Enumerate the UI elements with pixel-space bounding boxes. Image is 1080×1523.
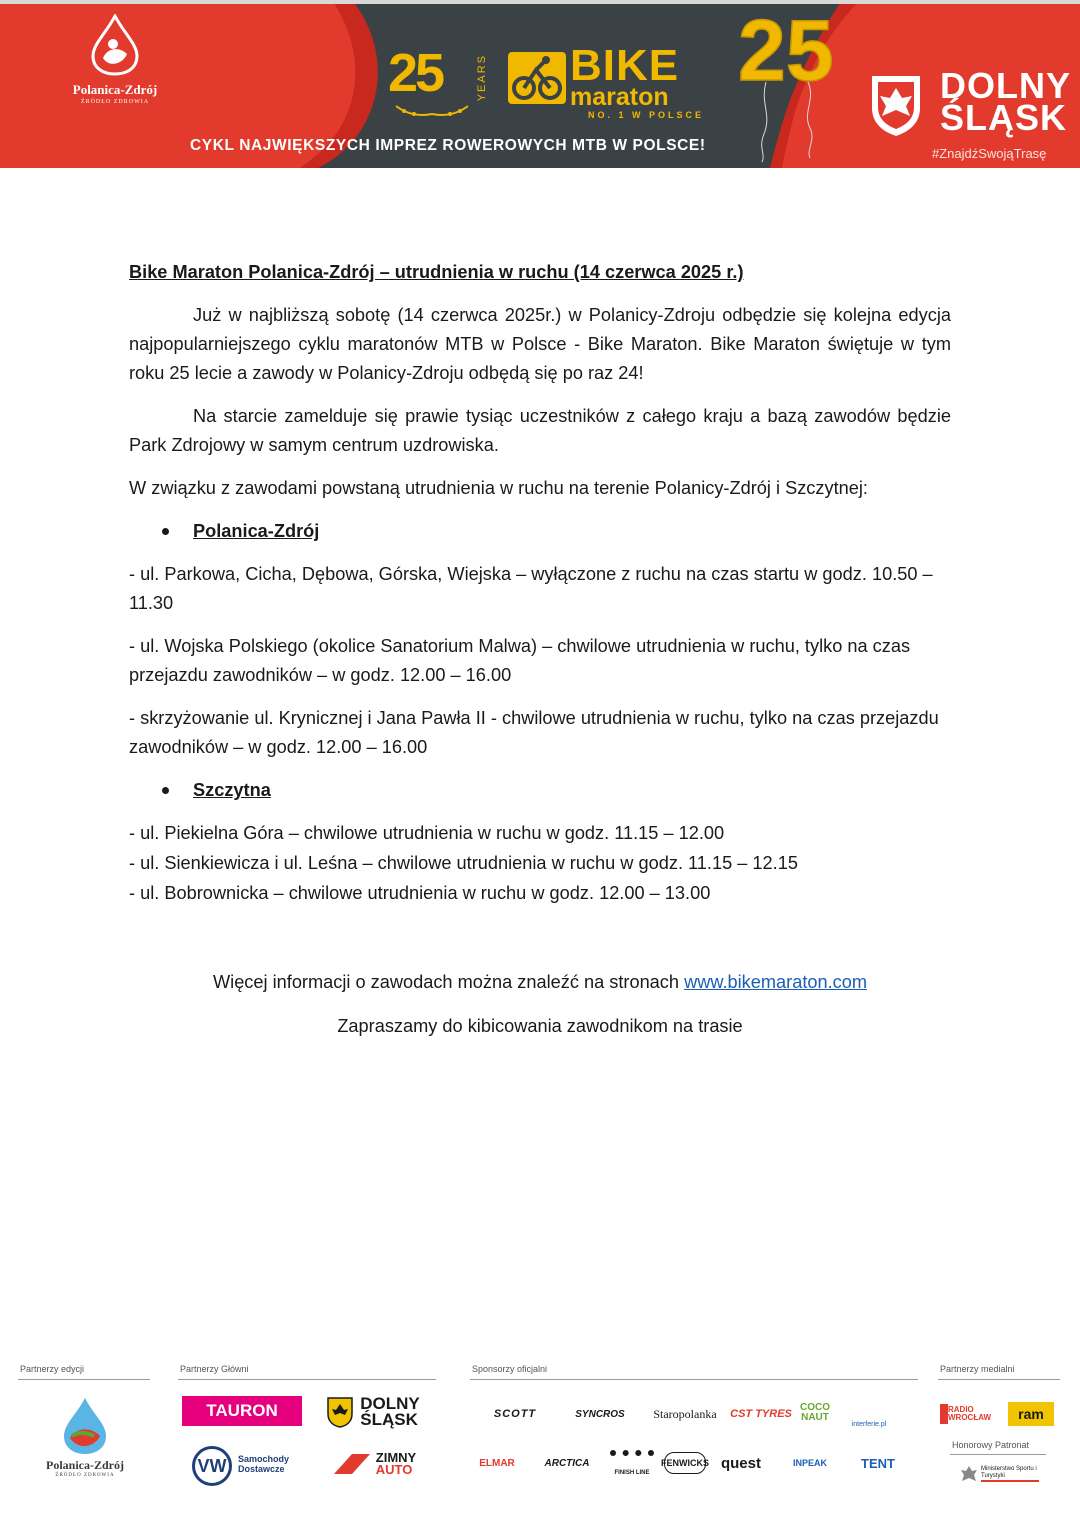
arctica-logo: ARCTICA	[544, 1457, 590, 1469]
ds-partner-word2: ŚLĄSK	[360, 1410, 418, 1429]
zimny-auto-logo	[322, 1450, 426, 1478]
syncros-logo: SYNCROS	[575, 1408, 625, 1420]
label-official-sponsors: Sponsorzy oficjalni	[472, 1364, 548, 1374]
tent-logo: TENT	[861, 1455, 895, 1471]
paragraph-intro: Już w najbliższą sobotę (14 czerwca 2025r.) w Polanicy-Zdroju odbędzie się kolejna edycja najpopularniejszego cyklu maratonów MTB w Polsce - Bike Maraton. Bike Maraton świętuje w tym roku 25 lecie a zawody w Polanicy-Zdroju odbędą się po raz 24!	[129, 305, 951, 383]
divider	[470, 1379, 918, 1380]
polanica-zdroj-logo	[62, 14, 168, 105]
years-number: 25	[388, 43, 443, 103]
years-badge	[388, 43, 498, 120]
paragraph-traffic-intro: W związku z zawodami powstaną utrudnienia w ruchu na terenie Polanicy-Zdrój i Szczytnej:	[129, 478, 868, 498]
interferie-logo: interferie.pl	[851, 1421, 887, 1428]
cst-tyres-logo: CST TYRES	[730, 1408, 792, 1420]
vw-commercial-text: Samochody Dostawcze	[238, 1454, 290, 1474]
closing-line: Zapraszamy do kibicowania zawodnikom na trasie	[337, 1016, 743, 1036]
ram-logo: ram	[1008, 1402, 1054, 1426]
brand-tagline: NO. 1 W POLSCE	[588, 110, 705, 120]
ministry-sport-logo	[960, 1460, 1040, 1488]
balloon-25-icon	[736, 4, 846, 164]
zimny-word1: ZIMNY	[375, 1450, 417, 1465]
coconaut-logo: COCO NAUT	[800, 1402, 830, 1423]
cyclist-icon	[506, 50, 568, 106]
city-logo-name: Polanica-Zdrój	[72, 82, 158, 97]
partners-footer	[0, 1356, 1080, 1523]
inpeak-logo: INPEAK	[792, 1458, 827, 1468]
section-heading-szczytna	[129, 776, 951, 805]
scott-logo: SCOTT	[493, 1408, 537, 1420]
vw-logo: VW	[192, 1446, 232, 1486]
brand-word-maraton: maraton	[570, 83, 669, 111]
dolny-slask-partner-logo	[320, 1394, 426, 1430]
divider	[938, 1379, 1060, 1380]
header-banner	[0, 0, 1080, 168]
city-logo-tagline: ŹRÓDŁO ZDROWIA	[80, 99, 150, 105]
list-item: - ul. Piekielna Góra – chwilowe utrudnienia w ruchu w godz. 11.15 – 12.00	[129, 823, 725, 843]
closing-block	[0, 968, 1080, 1041]
section-title-polanica: Polanica-Zdrój	[193, 521, 320, 541]
divider	[18, 1379, 150, 1380]
elmar-logo: ELMAR	[479, 1457, 515, 1469]
announcement-body	[129, 258, 951, 909]
edition-logo-name: Polanica-Zdrój	[46, 1458, 124, 1472]
tauron-label: TAURON	[206, 1401, 278, 1420]
quest-logo: quest	[720, 1454, 761, 1472]
zimny-auto-icon	[332, 1452, 372, 1476]
laurel-icon	[392, 102, 472, 118]
zimny-word2: AUTO	[375, 1462, 413, 1477]
label-edition-partners: Partnerzy edycji	[20, 1364, 85, 1374]
divider	[178, 1379, 436, 1380]
paragraph-participants: Na starcie zamelduje się prawie tysiąc uczestników z całego kraju a bazą zawodów będzie Park Zdrojowy w samym centrum uzdrowiska.	[129, 406, 951, 455]
tauron-logo	[182, 1396, 302, 1426]
finish-line-logo: FINISH LINE	[610, 1450, 654, 1476]
list-item: - ul. Bobrownicka – chwilowe utrudnienia w ruchu w godz. 12.00 – 13.00	[129, 883, 711, 903]
list-item: - ul. Wojska Polskiego (okolice Sanatorium Malwa) – chwilowe utrudnienia w ruchu, tylko na czas przejazdu zawodników – w godz. 12.00 – 16.00	[129, 636, 911, 685]
bike-maraton-logo	[506, 41, 726, 126]
edition-partner-logo	[30, 1392, 140, 1482]
radio-wroclaw-logo: RADIO WROCŁAW	[940, 1404, 998, 1424]
more-info-text: Więcej informacji o zawodach można znaleźć na stronach	[212, 972, 685, 992]
section-title-szczytna: Szczytna	[193, 780, 271, 800]
label-main-partners: Partnerzy Główni	[180, 1364, 249, 1374]
edition-logo-tagline: ŹRÓDŁO ZDROWIA	[55, 1473, 115, 1478]
list-item: - skrzyżowanie ul. Krynicznej i Jana Pawła II - chwilowe utrudnienia w ruchu, tylko na czas przejazdu zawodników – w godz. 12.00 – 16.00	[129, 708, 939, 757]
cycle-slogan: CYKL NAJWIĘKSZYCH IMPREZ ROWEROWYCH MTB W POLSCE!	[190, 137, 706, 154]
bullet-icon	[162, 528, 169, 535]
list-item: - ul. Sienkiewicza i ul. Leśna – chwilowe utrudnienia w ruchu w godz. 11.15 – 12.15	[129, 853, 798, 873]
water-drop-icon	[89, 14, 141, 76]
announcement-title: Bike Maraton Polanica-Zdrój – utrudnienia w ruchu (14 czerwca 2025 r.)	[129, 262, 744, 282]
fenwicks-logo: FENWICKS	[664, 1452, 706, 1474]
divider	[950, 1454, 1046, 1455]
bullet-icon	[162, 787, 169, 794]
water-drop-icon	[60, 1396, 110, 1456]
more-info-line	[0, 968, 1080, 997]
dolny-slask-logo	[862, 65, 1072, 164]
region-hashtag: #ZnajdźSwojąTrasę	[932, 146, 1047, 161]
anniversary-number: 25	[738, 4, 834, 99]
eagle-crest-icon	[326, 1396, 354, 1428]
region-word-dolny: DOLNY	[940, 65, 1071, 106]
region-word-slask: ŚLĄSK	[940, 97, 1068, 138]
ds-partner-word1: DOLNY	[360, 1394, 420, 1413]
years-label: YEARS	[476, 54, 488, 102]
bikemaraton-link[interactable]: www.bikemaraton.com	[684, 972, 868, 992]
label-media-partners: Partnerzy medialni	[940, 1364, 1015, 1374]
section-heading-polanica	[129, 517, 951, 546]
ministry-text: Ministerstwo Sportu i Turystyki	[981, 1466, 1039, 1482]
eagle-crest-icon	[868, 72, 924, 138]
list-item: - ul. Parkowa, Cicha, Dębowa, Górska, Wiejska – wyłączone z ruchu na czas startu w godz. 10.50 – 11.30	[129, 564, 933, 613]
label-honorary-patron: Honorowy Patronat	[952, 1440, 1030, 1450]
staropolanka-logo: Staropolanka	[653, 1406, 717, 1421]
brand-word-bike: BIKE	[570, 41, 680, 90]
eagle-emblem-icon	[960, 1464, 978, 1484]
